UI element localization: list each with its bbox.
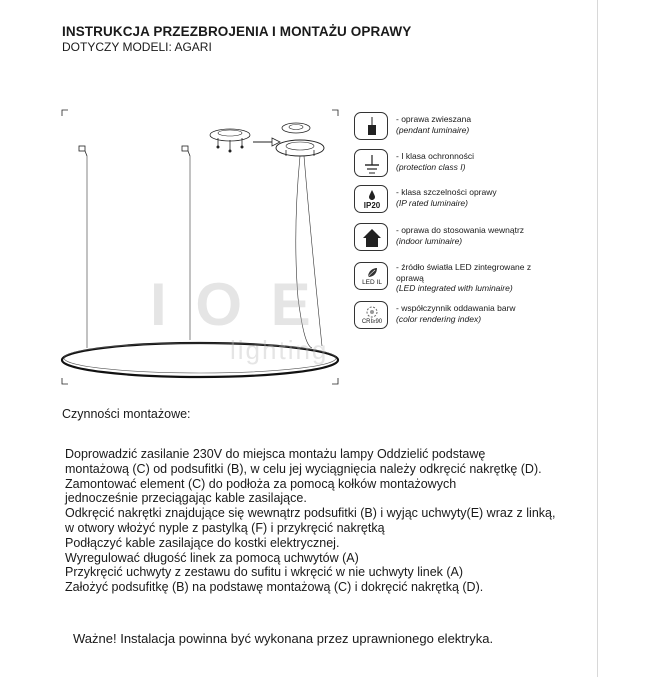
legend-text: - klasa szczelności oprawy (IP rated luminaire) [396,187,497,208]
instruction-line: Podłączyć kable zasilające do kostki elektrycznej. [65,535,340,550]
indoor-luminaire-icon [354,223,388,251]
instructions-heading: Czynności montażowe: [62,407,191,421]
led-badge-label: LED IL [362,279,382,286]
pendant-luminaire-icon [354,112,388,140]
watermark-logo: I O E [150,271,317,338]
instruction-line: Odkręcić nakrętki znajdujące się wewnątrz podsufitki (B) i wyjąc uchwyty(E) wraz z linką, [65,506,556,521]
instruction-line: Przykręcić uchwyty z zestawu do sufitu i wkręcić w nie uchwyty linek (A) [65,565,464,580]
instruction-line: w otwory włożyć nyple z pastylką (F) i przykręcić nakrętką [65,520,385,535]
instruction-steps [65,447,605,595]
instruction-line: montażową (C) od podsufitki (B), w celu jej wyciągnięcia należy odkręcić nakrętkę (D). [65,461,542,476]
instruction-line: Zamontować element (C) do podłoża za pomocą kołków montażowych [65,476,457,491]
instruction-line: Wyregulować długość linek za pomocą uchwytów (A) [65,550,359,565]
legend-text: - współczynnik oddawania barw (color rendering index) [396,303,516,324]
legend-text: - oprawa zwieszana (pendant luminaire) [396,114,472,135]
cri-badge-label: CRI≥90 [361,319,383,325]
ip-rating-icon [354,185,388,213]
protection-class-icon [354,149,388,177]
led-integrated-icon [354,262,388,290]
instruction-line: Doprowadzić zasilanie 230V do miejsca montażu lampy Oddzielić podstawę [65,447,486,461]
ip-badge-label: IP20 [363,201,381,210]
watermark-subtext: lighting [230,335,329,365]
document-subtitle: DOTYCZY MODELI: AGARI [62,40,212,54]
instruction-line: jednocześnie przeciągając kable zasilające. [65,491,307,506]
cri-icon [354,301,388,329]
legend-text: - źródło światła LED zintegrowane z oprawą (LED integrated with luminaire) [396,262,532,293]
electrician-warning: Ważne! Instalacja powinna być wykonana przez uprawnionego elektryka. [73,631,494,646]
document-title: INSTRUKCJA PRZEZBROJENIA I MONTAŻU OPRAWY [62,24,412,39]
instruction-line: Założyć podsufitkę (B) na podstawę montażową (C) i dokręcić nakrętką (D). [65,580,484,595]
legend-text: - oprawa do stosowania wewnątrz (indoor luminaire) [396,225,525,246]
legend-text: - I klasa ochronności (protection class I) [396,151,474,172]
